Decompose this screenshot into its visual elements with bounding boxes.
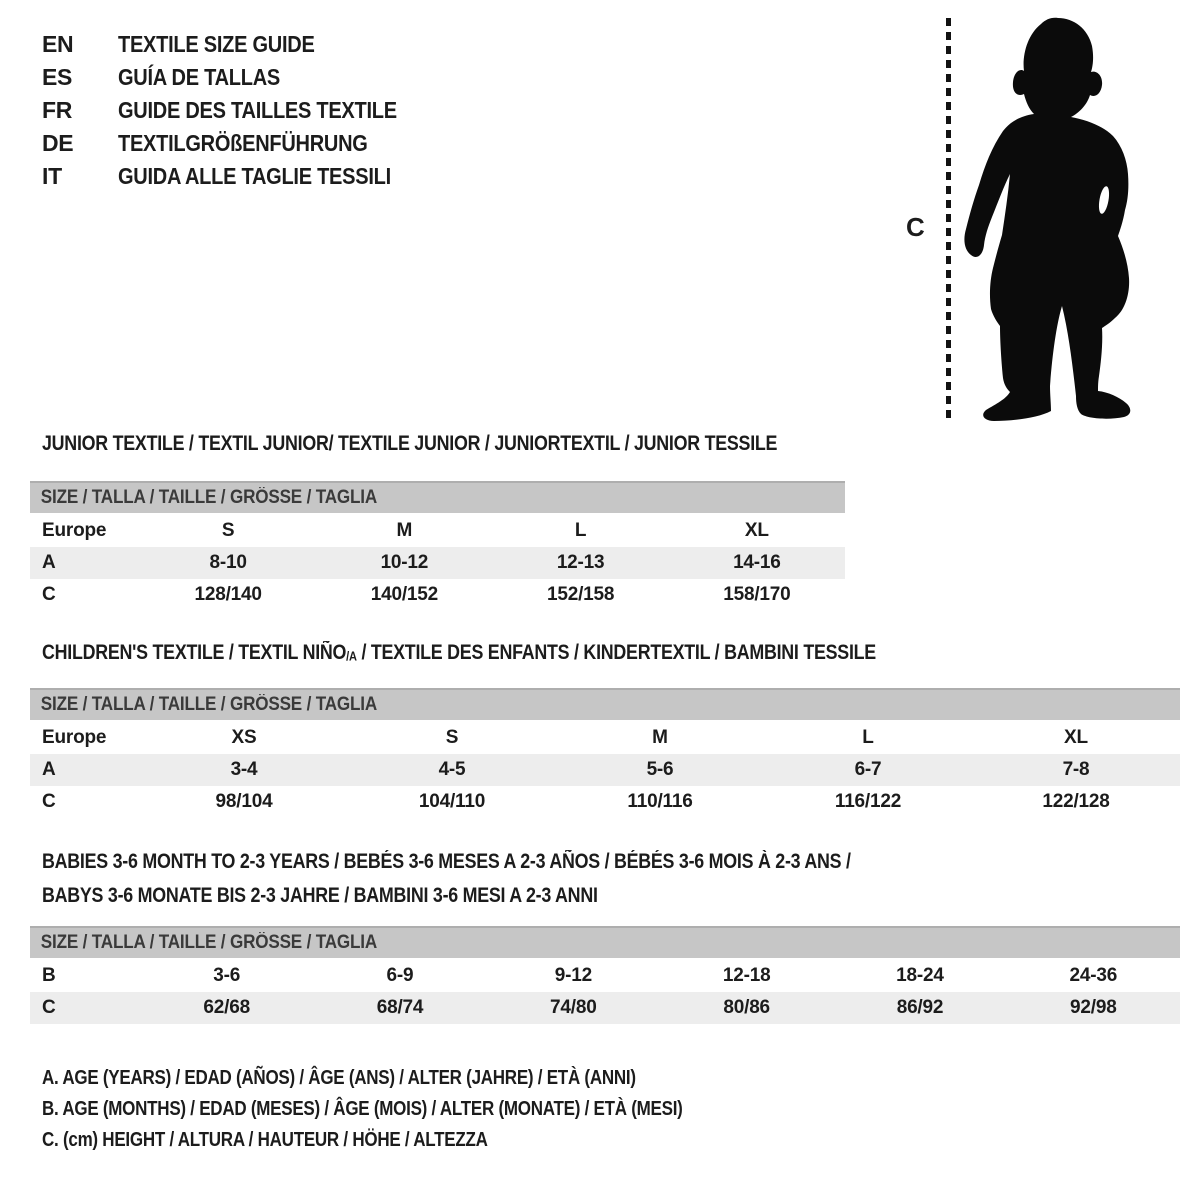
size-header-bar <box>30 926 1180 958</box>
row-label: Europe <box>42 727 107 748</box>
age-value: 3-4 <box>230 759 258 780</box>
age-value: 6-7 <box>854 759 882 780</box>
age-value: 4-5 <box>438 759 466 780</box>
size-value: L <box>574 520 587 541</box>
height-value: 128/140 <box>194 584 262 605</box>
size-header-label: SIZE / TALLA / TAILLE / GRÖSSE / TAGLIA <box>40 487 378 508</box>
table-row-age-months <box>30 960 1180 992</box>
size-value: M <box>396 520 413 541</box>
height-value: 68/74 <box>376 997 424 1018</box>
children-table-title <box>42 641 876 665</box>
age-value: 12-13 <box>556 552 605 573</box>
size-value: S <box>445 727 459 748</box>
age-months-value: 6-9 <box>386 965 414 986</box>
age-months-value: 12-18 <box>722 965 771 986</box>
row-label: A <box>42 552 56 573</box>
children-size-table <box>30 688 1180 818</box>
language-code: IT <box>42 163 62 189</box>
row-label: C <box>42 791 56 812</box>
babies-title-line1: BABIES 3-6 MONTH TO 2-3 YEARS / BEBÉS 3-6 MESES A 2-3 AÑOS / BÉBÉS 3-6 MOIS À 2-3 ANS / <box>42 850 851 873</box>
babies-table-title <box>42 845 851 913</box>
guide-title-fr: GUIDE DES TAILLES TEXTILE <box>118 97 397 123</box>
language-list <box>42 28 439 193</box>
height-value: 110/116 <box>627 791 693 812</box>
language-row-it <box>42 160 439 193</box>
height-value: 152/158 <box>546 584 615 605</box>
guide-title-en: TEXTILE SIZE GUIDE <box>118 31 315 57</box>
age-value: 14-16 <box>733 552 781 573</box>
height-measure-dashed-line <box>946 18 951 418</box>
height-value: 62/68 <box>203 997 250 1018</box>
babies-size-table <box>30 926 1180 1024</box>
guide-title-it: GUIDA ALLE TAGLIE TESSILI <box>118 163 391 189</box>
age-months-value: 3-6 <box>213 965 241 986</box>
age-value: 7-8 <box>1062 759 1090 780</box>
legend-age-years: A. AGE (YEARS) / EDAD (AÑOS) / ÂGE (ANS) / ALTER (JAHRE) / ETÀ (ANNI) <box>42 1067 636 1089</box>
junior-size-table <box>30 481 845 611</box>
babies-title-line2: BABYS 3-6 MONATE BIS 2-3 JAHRE / BAMBINI 3-6 MESI A 2-3 ANNI <box>42 884 598 907</box>
table-row-age-years <box>30 547 845 579</box>
row-label: C <box>42 997 56 1018</box>
row-label: Europe <box>42 520 107 541</box>
height-value: 104/110 <box>418 791 486 812</box>
language-row-fr <box>42 94 439 127</box>
size-value: M <box>652 727 668 748</box>
size-header-bar <box>30 481 845 513</box>
guide-title-de: TEXTILGRÖßENFÜHRUNG <box>118 130 368 156</box>
table-row-age-years <box>30 754 1180 786</box>
height-measure-label: C <box>906 212 925 242</box>
legend <box>42 1063 796 1156</box>
size-value: S <box>221 520 235 541</box>
junior-table-title: JUNIOR TEXTILE / TEXTIL JUNIOR/ TEXTILE JUNIOR / JUNIORTEXTIL / JUNIOR TESSILE <box>42 432 778 455</box>
size-value: XL <box>1064 727 1088 748</box>
language-code: FR <box>42 97 73 123</box>
height-value: 74/80 <box>550 997 597 1018</box>
language-row-de <box>42 127 439 160</box>
toddler-silhouette-icon <box>958 14 1138 426</box>
row-label: B <box>42 965 56 986</box>
legend-age-months: B. AGE (MONTHS) / EDAD (MESES) / ÂGE (MOIS) / ALTER (MONATE) / ETÀ (MESI) <box>42 1098 683 1120</box>
table-row-europe <box>30 515 845 547</box>
row-label: A <box>42 759 56 780</box>
height-value: 158/170 <box>723 584 791 605</box>
language-code: DE <box>42 130 74 156</box>
size-header-bar <box>30 688 1180 720</box>
language-row-es <box>42 61 439 94</box>
age-months-value: 9-12 <box>554 965 592 986</box>
height-value: 122/128 <box>1042 791 1110 812</box>
table-row-height-cm <box>30 992 1180 1024</box>
language-code: EN <box>42 31 74 57</box>
height-value: 140/152 <box>370 584 439 605</box>
table-row-height-cm <box>30 579 845 611</box>
language-row-en <box>42 28 439 61</box>
size-value: XL <box>744 520 769 541</box>
guide-title-es: GUÍA DE TALLAS <box>118 64 280 90</box>
height-value: 98/104 <box>215 791 273 812</box>
age-months-value: 24-36 <box>1069 965 1118 986</box>
age-value: 5-6 <box>646 759 674 780</box>
age-value: 10-12 <box>380 552 429 573</box>
table-row-europe <box>30 722 1180 754</box>
language-code: ES <box>42 64 73 90</box>
size-header-label: SIZE / TALLA / TAILLE / GRÖSSE / TAGLIA <box>40 694 378 715</box>
table-row-height-cm <box>30 786 1180 818</box>
age-value: 8-10 <box>209 552 247 573</box>
row-label: C <box>42 584 56 605</box>
children-title-main: CHILDREN'S TEXTILE / TEXTIL NIÑO <box>42 641 347 664</box>
size-header-label: SIZE / TALLA / TAILLE / GRÖSSE / TAGLIA <box>40 932 378 953</box>
height-value: 116/122 <box>834 791 902 812</box>
height-value: 80/86 <box>723 997 770 1018</box>
height-value: 86/92 <box>896 997 944 1018</box>
legend-height-cm: C. (cm) HEIGHT / ALTURA / HAUTEUR / HÖHE / ALTEZZA <box>42 1129 488 1151</box>
children-title-subscript: /A <box>346 648 357 664</box>
size-value: L <box>862 727 874 748</box>
height-value: 92/98 <box>1070 997 1117 1018</box>
size-value: XS <box>231 727 257 748</box>
age-months-value: 18-24 <box>896 965 944 986</box>
children-title-rest: / TEXTILE DES ENFANTS / KINDERTEXTIL / BAMBINI TESSILE <box>356 641 876 664</box>
